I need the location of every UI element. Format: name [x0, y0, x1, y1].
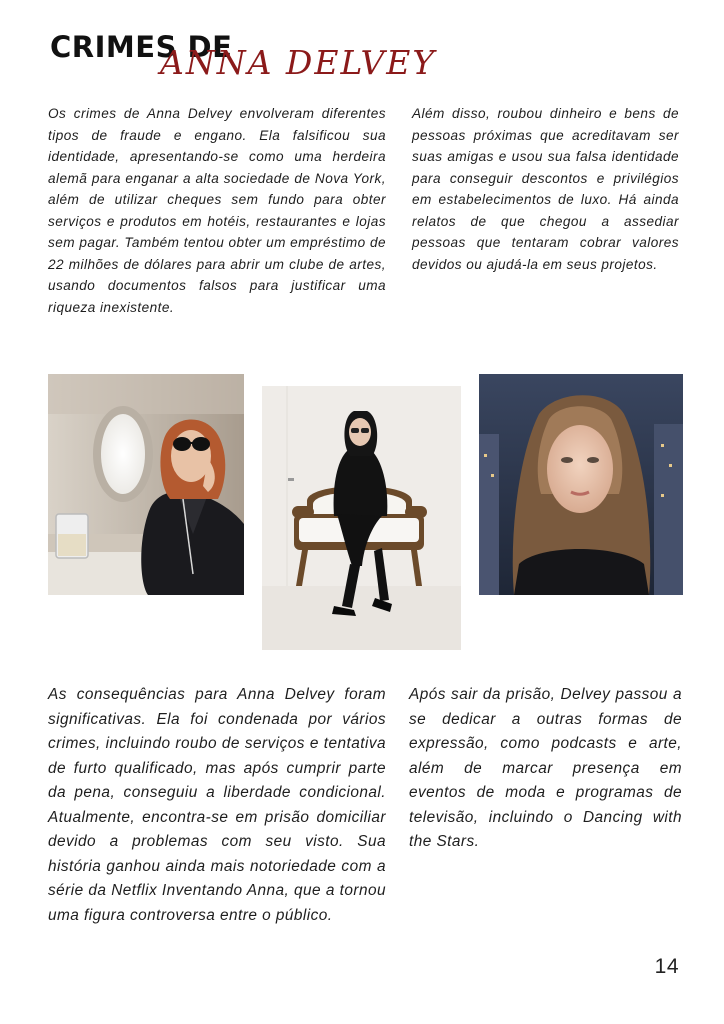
paragraph-consequencias: As consequências para Anna Delvey foram significativas. Ela foi condenada por vários crimes, incluindo roubo de serviços e tentativa de furto qualificado, mas após cumprir parte da pena, conseguiu a liberdade condicional. Atualmente, encontra-se em prisão domiciliar devido a problemas com seu visto. Sua história ganhou ainda mais notoriedade com a série da Netflix Inventando Anna, que a tornou uma figura controversa entre o público.: [48, 686, 386, 924]
paragraph-apos-prisao: Após sair da prisão, Delvey passou a se dedicar a outras formas de expressão, como podcasts e arte, além de marcar presença em eventos de moda e programas de televisão, incluindo o Dancing with the Stars.: [409, 686, 682, 850]
title-main: CRIMES DE: [50, 30, 233, 64]
paragraph-roubos: Além disso, roubou dinheiro e bens de pessoas próximas que acreditavam ser suas amigas e usou sua falsa identidade para conseguir descontos e privilégios em estabelecimentos de luxo. Há ainda relatos de que chegou a assediar pessoas que tentaram cobrar valores devidos ou ajudá-la em seus projetos.: [412, 106, 679, 272]
paragraph-crimes: Os crimes de Anna Delvey envolveram diferentes tipos de fraude e engano. Ela falsificou sua identidade, apresentando-se como uma herdeira alemã para enganar a alta sociedade de Nova York, além de utilizar cheques sem fundo para obter serviços e produtos em hotéis, restaurantes e lojas sem pagar. Também tentou obter um empréstimo de 22 milhões de dólares para abrir um clube de artes, usando documentos falsos para justificar uma riqueza inexistente.: [48, 106, 386, 315]
photo-private-jet: [48, 374, 244, 595]
photo-portrait-city: [479, 374, 683, 595]
title-script: ANNA DELVEY: [160, 43, 437, 82]
photo-armchair: [262, 386, 461, 650]
page-number: 14: [654, 955, 679, 978]
